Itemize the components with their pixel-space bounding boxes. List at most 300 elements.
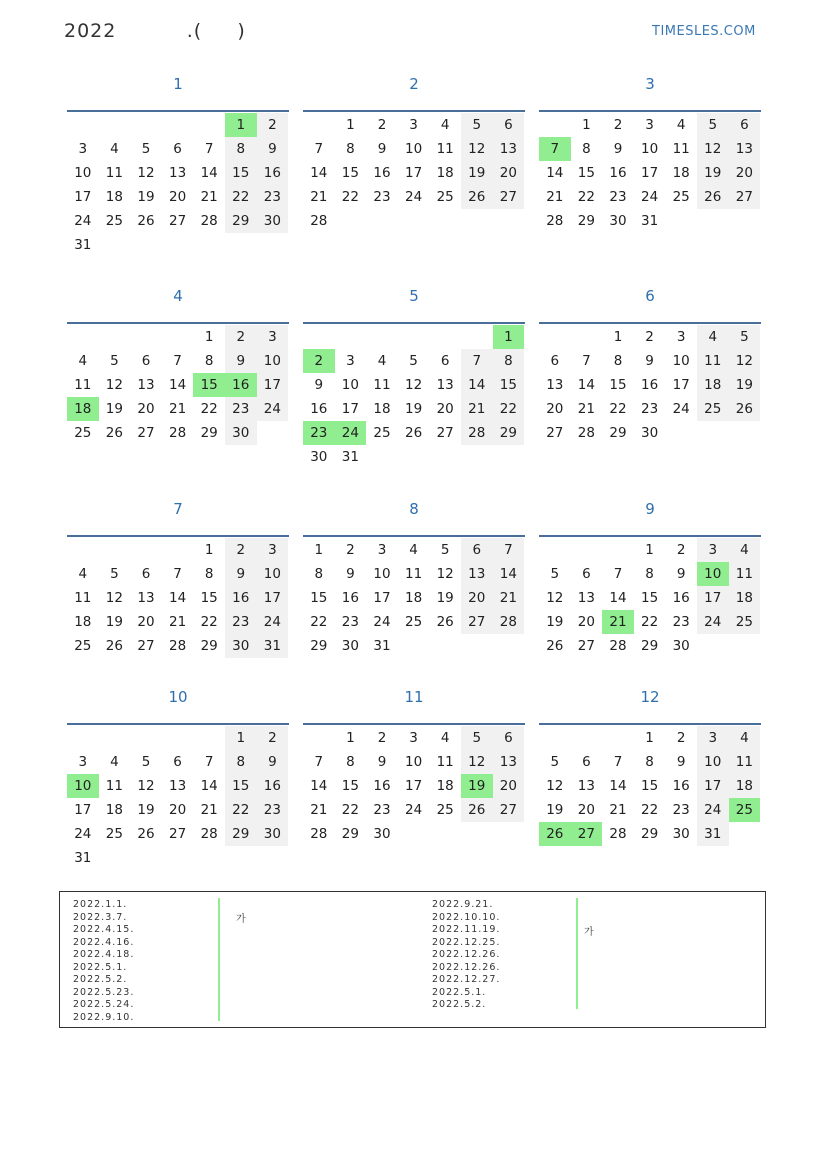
empty-cell [67,538,99,562]
day-cell: 31 [640,213,659,229]
day-cell: 20 [546,401,564,417]
day-cell: 7 [539,137,571,161]
day-cell: 18 [373,401,391,417]
day-cell: 4 [729,726,761,750]
day-cell: 26 [461,185,493,209]
empty-cell [130,325,162,349]
day-grid [303,325,525,469]
day-cell: 11 [74,377,92,393]
day-cell: 18 [105,802,123,818]
day-cell: 11 [672,141,690,157]
day-cell: 22 [200,401,218,417]
day-cell: 12 [697,137,729,161]
empty-cell [571,538,603,562]
day-cell: 3 [409,117,418,133]
day-cell: 7 [613,566,623,582]
legend-date: 2022.4.15. [73,924,135,935]
day-cell: 27 [571,822,603,846]
day-cell: 23 [609,189,627,205]
day-cell: 30 [310,449,328,465]
day-cell: 8 [314,566,324,582]
day-cell: 19 [697,161,729,185]
day-cell: 31 [74,850,92,866]
month-rule [539,723,761,725]
day-cell: 14 [168,377,187,393]
day-grid [539,726,761,846]
day-cell: 5 [461,726,493,750]
legend-date: 2022.12.27. [432,974,501,985]
day-cell: 10 [404,754,423,770]
day-cell: 19 [461,161,493,185]
day-cell: 18 [672,165,690,181]
day-cell: 7 [314,754,324,770]
day-cell: 5 [697,113,729,137]
month-10 [67,688,289,870]
day-cell: 11 [105,778,123,794]
day-cell: 27 [436,425,454,441]
legend-right-bar [576,898,578,1009]
day-cell: 12 [105,590,123,606]
day-cell: 13 [577,590,595,606]
day-cell: 11 [729,562,761,586]
day-cell: 5 [110,353,119,369]
day-cell: 21 [200,802,218,818]
empty-cell [602,538,634,562]
day-cell: 21 [310,189,328,205]
day-cell: 3 [78,754,88,770]
month-11 [303,688,525,846]
day-cell: 20 [436,401,454,417]
day-cell: 5 [550,754,560,770]
empty-cell [539,325,571,349]
day-cell: 11 [74,590,92,606]
day-cell: 17 [341,401,359,417]
day-cell: 21 [493,586,525,610]
empty-cell [130,538,162,562]
day-cell: 24 [257,610,289,634]
day-cell: 4 [110,754,119,770]
day-cell: 19 [105,614,123,630]
day-cell: 1 [582,117,591,133]
day-cell: 13 [436,377,454,393]
day-grid [303,113,525,233]
day-cell: 14 [310,778,328,794]
month-name: 2 [409,75,419,93]
day-cell: 25 [436,189,454,205]
month-9 [539,500,761,658]
day-cell: 8 [225,750,257,774]
day-cell: 21 [609,802,627,818]
day-cell: 16 [672,590,690,606]
day-grid [539,538,761,658]
day-cell: 10 [74,165,92,181]
day-cell: 19 [546,802,564,818]
day-cell: 9 [257,750,289,774]
legend-date: 2022.9.10. [73,1011,135,1023]
month-8 [303,500,525,658]
day-cell: 20 [493,774,525,798]
day-cell: 8 [493,349,525,373]
day-cell: 15 [493,373,525,397]
day-cell: 21 [310,802,328,818]
day-cell: 12 [546,778,564,794]
legend-date: 2022.3.7. [73,911,128,923]
day-cell: 18 [404,590,423,606]
day-cell: 19 [461,774,493,798]
empty-cell [99,726,131,750]
day-cell: 18 [74,614,92,630]
legend-date: 2022.12.26. [432,961,501,973]
day-cell: 27 [577,638,595,654]
day-cell: 16 [225,373,257,397]
day-cell: 12 [105,377,123,393]
day-cell: 7 [314,141,324,157]
day-cell: 16 [257,161,289,185]
day-cell: 5 [409,353,418,369]
day-cell: 12 [137,165,155,181]
month-name: 11 [404,688,424,706]
day-cell: 3 [78,141,88,157]
day-cell: 29 [493,421,525,445]
day-cell: 1 [314,542,324,558]
day-cell: 20 [729,161,761,185]
day-cell: 6 [141,566,151,582]
day-cell: 30 [373,826,391,842]
day-cell: 7 [173,353,182,369]
day-cell: 7 [461,349,493,373]
month-2 [303,75,525,233]
day-cell: 13 [493,750,525,774]
day-cell: 5 [110,566,119,582]
day-cell: 31 [257,634,289,658]
day-cell: 2 [257,113,289,137]
day-cell: 22 [609,401,627,417]
day-cell: 12 [404,377,423,393]
day-cell: 4 [377,353,387,369]
day-cell: 12 [729,349,761,373]
day-cell: 17 [640,165,659,181]
day-cell: 5 [141,754,151,770]
month-rule [67,535,289,537]
day-cell: 8 [613,353,623,369]
day-cell: 16 [225,586,257,610]
legend-date: 2022.5.1. [432,986,487,998]
day-cell: 26 [404,425,423,441]
month-rule [303,535,525,537]
day-cell: 27 [137,425,155,441]
day-cell: 6 [493,113,525,137]
month-name: 3 [645,75,655,93]
day-cell: 29 [577,213,595,229]
day-cell: 29 [225,209,257,233]
day-cell: 20 [493,161,525,185]
day-cell: 15 [310,590,328,606]
empty-cell [602,726,634,750]
day-cell: 21 [577,401,595,417]
legend-date: 2022.5.2. [432,999,487,1010]
day-cell: 6 [582,754,591,770]
day-cell: 22 [225,798,257,822]
day-cell: 9 [377,754,387,770]
empty-cell [335,325,367,349]
month-rule [539,322,761,324]
day-cell: 14 [461,373,493,397]
empty-cell [67,113,99,137]
day-cell: 31 [373,638,391,654]
day-cell: 19 [436,590,454,606]
day-cell: 10 [257,562,289,586]
month-name: 12 [640,688,660,706]
day-cell: 21 [168,614,187,630]
day-cell: 18 [729,774,761,798]
day-cell: 17 [697,586,729,610]
month-rule [303,322,525,324]
day-cell: 4 [110,141,119,157]
month-name: 5 [409,287,419,305]
day-cell: 4 [676,117,686,133]
day-cell: 12 [436,566,454,582]
day-cell: 23 [672,614,690,630]
day-cell: 14 [577,377,595,393]
day-cell: 19 [546,614,564,630]
day-cell: 30 [672,638,690,654]
day-cell: 19 [137,802,155,818]
day-cell: 10 [341,377,359,393]
month-7 [67,500,289,658]
day-cell: 25 [105,213,123,229]
day-cell: 31 [341,449,359,465]
month-name: 9 [645,500,655,518]
day-cell: 27 [137,638,155,654]
day-cell: 19 [729,373,761,397]
day-cell: 1 [346,730,355,746]
day-cell: 26 [461,798,493,822]
day-cell: 27 [729,185,761,209]
day-cell: 18 [697,373,729,397]
empty-cell [130,113,162,137]
day-cell: 15 [341,778,359,794]
day-cell: 8 [346,754,355,770]
day-cell: 2 [676,542,686,558]
day-cell: 20 [137,401,155,417]
month-name: 4 [173,287,183,305]
day-cell: 8 [204,353,214,369]
day-cell: 22 [640,614,659,630]
day-cell: 26 [137,826,155,842]
day-cell: 10 [640,141,659,157]
day-cell: 17 [257,373,289,397]
day-cell: 17 [373,590,391,606]
day-cell: 28 [609,638,627,654]
day-cell: 24 [697,798,729,822]
day-cell: 13 [168,165,187,181]
day-cell: 18 [105,189,123,205]
month-rule [67,723,289,725]
day-cell: 17 [672,377,690,393]
day-cell: 1 [225,113,257,137]
day-cell: 18 [436,778,454,794]
day-cell: 2 [346,542,355,558]
empty-cell [99,113,131,137]
day-cell: 18 [729,586,761,610]
day-cell: 24 [404,189,423,205]
empty-cell [571,726,603,750]
day-cell: 27 [493,185,525,209]
day-cell: 8 [225,137,257,161]
day-cell: 28 [546,213,564,229]
day-cell: 10 [672,353,690,369]
day-cell: 15 [225,161,257,185]
empty-cell [461,325,493,349]
day-cell: 1 [493,325,525,349]
day-cell: 16 [609,165,627,181]
day-cell: 3 [377,542,387,558]
day-cell: 20 [461,586,493,610]
empty-cell [67,726,99,750]
day-cell: 15 [193,373,225,397]
day-grid [303,538,525,658]
day-cell: 17 [74,802,92,818]
day-cell: 23 [373,802,391,818]
legend-date: 2022.4.16. [73,936,135,948]
day-cell: 23 [225,397,257,421]
empty-cell [303,325,335,349]
day-cell: 25 [729,798,761,822]
day-cell: 4 [729,538,761,562]
day-cell: 7 [613,754,623,770]
day-cell: 3 [257,538,289,562]
month-rule [67,110,289,112]
day-cell: 29 [609,425,627,441]
day-cell: 6 [582,566,591,582]
legend-date: 2022.5.23. [73,986,135,998]
day-cell: 25 [74,638,92,654]
empty-cell [99,538,131,562]
legend-left-dates [73,899,134,1024]
day-cell: 21 [461,397,493,421]
day-cell: 28 [168,638,187,654]
day-cell: 25 [729,610,761,634]
empty-cell [99,325,131,349]
day-cell: 28 [310,826,328,842]
day-cell: 10 [697,750,729,774]
day-cell: 9 [346,566,355,582]
day-cell: 27 [461,610,493,634]
day-cell: 14 [200,778,218,794]
day-cell: 6 [173,754,182,770]
day-cell: 16 [341,590,359,606]
holiday-legend [59,891,766,1028]
day-cell: 23 [257,185,289,209]
day-cell: 17 [257,586,289,610]
day-cell: 24 [257,397,289,421]
day-cell: 2 [676,730,686,746]
day-cell: 15 [341,165,359,181]
legend-date: 2022.1.1. [73,899,128,910]
day-cell: 1 [346,117,355,133]
day-cell: 9 [613,141,623,157]
empty-cell [162,726,194,750]
day-cell: 9 [377,141,387,157]
day-cell: 29 [200,425,218,441]
day-cell: 19 [105,401,123,417]
day-grid [67,113,289,257]
day-cell: 1 [645,730,654,746]
day-cell: 24 [404,802,423,818]
day-cell: 5 [440,542,450,558]
day-cell: 29 [341,826,359,842]
day-cell: 11 [436,754,454,770]
day-cell: 24 [672,401,690,417]
day-cell: 12 [546,590,564,606]
day-cell: 10 [373,566,391,582]
day-cell: 27 [168,213,187,229]
legend-right-dates [432,899,500,1012]
day-cell: 14 [609,778,627,794]
day-cell: 2 [225,325,257,349]
day-cell: 30 [640,425,659,441]
day-cell: 13 [137,377,155,393]
day-cell: 10 [697,562,729,586]
day-cell: 11 [697,349,729,373]
day-cell: 10 [67,774,99,798]
day-cell: 3 [409,730,418,746]
day-cell: 15 [577,165,595,181]
day-cell: 28 [577,425,595,441]
month-rule [67,322,289,324]
day-cell: 15 [640,590,659,606]
month-name: 7 [173,500,183,518]
empty-cell [130,726,162,750]
day-cell: 10 [257,349,289,373]
day-cell: 11 [105,165,123,181]
day-cell: 21 [200,189,218,205]
legend-left-note: 가 [236,914,246,925]
day-cell: 4 [78,353,88,369]
day-cell: 22 [493,397,525,421]
day-cell: 4 [409,542,418,558]
day-cell: 13 [168,778,187,794]
legend-date: 2022.10.10. [432,911,501,923]
day-cell: 30 [225,421,257,445]
day-cell: 9 [225,349,257,373]
day-cell: 28 [310,213,328,229]
day-cell: 26 [137,213,155,229]
month-6 [539,287,761,445]
day-cell: 25 [697,397,729,421]
day-cell: 19 [404,401,423,417]
day-cell: 1 [613,329,623,345]
day-cell: 22 [577,189,595,205]
day-grid [539,113,761,233]
day-cell: 26 [729,397,761,421]
day-cell: 6 [173,141,182,157]
day-cell: 5 [729,325,761,349]
day-cell: 6 [461,538,493,562]
day-cell: 28 [200,213,218,229]
day-cell: 5 [141,141,151,157]
day-cell: 22 [341,189,359,205]
month-rule [303,110,525,112]
month-rule [303,723,525,725]
day-cell: 1 [204,542,214,558]
day-cell: 16 [373,165,391,181]
day-cell: 21 [546,189,564,205]
day-cell: 24 [697,610,729,634]
site-brand: TIMESLES.COM [652,24,756,39]
legend-date: 2022.12.25. [432,936,501,948]
day-cell: 8 [346,141,355,157]
